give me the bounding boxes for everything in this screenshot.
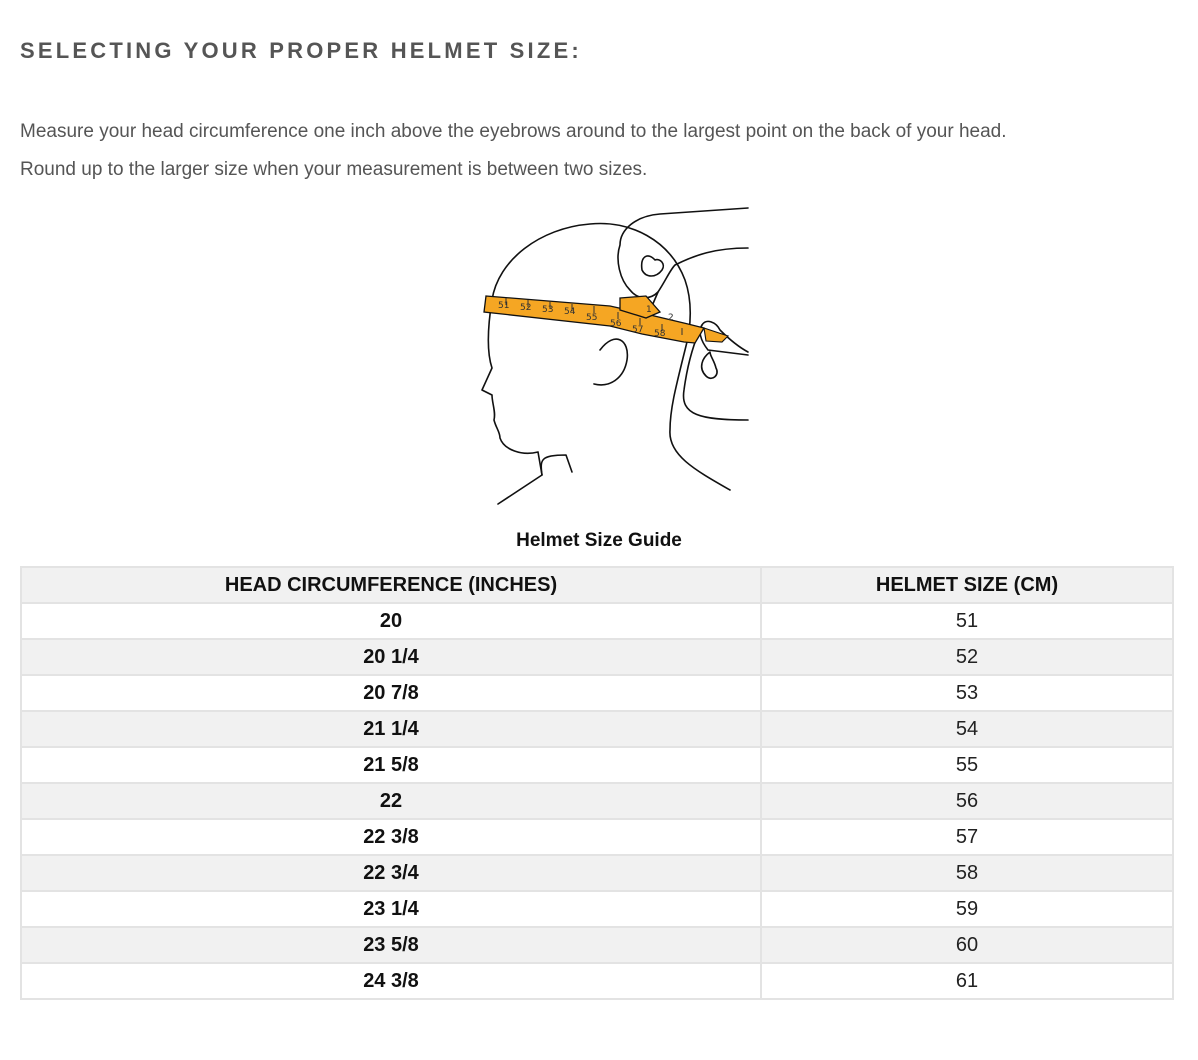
face-outline [482,300,542,504]
inches-cell: 22 [21,783,761,819]
tape-mark: 57 [632,325,644,335]
inches-cell: 20 [21,603,761,639]
inches-cell: 20 1/4 [21,639,761,675]
tape-mark: 54 [564,307,576,317]
cm-cell: 61 [761,963,1173,999]
table-row [21,747,1173,783]
table-row [21,639,1173,675]
cm-cell: 57 [761,819,1173,855]
column-header-cm: HELMET SIZE (CM) [761,567,1173,603]
table-header-row [21,567,1173,603]
cm-cell: 52 [761,639,1173,675]
tape-mark: 58 [654,329,666,339]
tape-mark: 52 [520,303,532,313]
cm-cell: 59 [761,891,1173,927]
table-row [21,783,1173,819]
table-row [21,711,1173,747]
tape-mark: 1 [646,305,652,315]
instruction-line: Round up to the larger size when your measurement is between two sizes. [20,159,648,180]
tape-mark: 55 [586,313,598,323]
column-header-inches: HEAD CIRCUMFERENCE (INCHES) [21,567,761,603]
chin-line [541,455,572,475]
table-row [21,855,1173,891]
inches-cell: 24 3/8 [21,963,761,999]
tape-mark: 51 [498,301,510,311]
cm-cell: 58 [761,855,1173,891]
instruction-line: Measure your head circumference one inch above the eyebrows around to the largest point on the back of your head. [20,121,1007,142]
table-row [21,819,1173,855]
tape-mark: 53 [542,305,554,315]
table-row [21,963,1173,999]
cm-cell: 54 [761,711,1173,747]
head-measurement-drawing [470,200,755,510]
table-caption: Helmet Size Guide [516,530,682,551]
inches-cell: 21 5/8 [21,747,761,783]
table-row [21,603,1173,639]
cm-cell: 51 [761,603,1173,639]
helmet-size-table [20,566,1174,1000]
inches-cell: 23 5/8 [21,927,761,963]
measuring-tape [484,296,728,343]
inches-cell: 22 3/4 [21,855,761,891]
table-row [21,891,1173,927]
head-measurement-illustration [470,200,755,515]
table-row [21,927,1173,963]
cm-cell: 56 [761,783,1173,819]
head-outline [492,223,730,490]
tape-mark: 2 [668,313,674,323]
cm-cell: 60 [761,927,1173,963]
inches-cell: 22 3/8 [21,819,761,855]
inches-cell: 23 1/4 [21,891,761,927]
upper-hand [618,208,748,298]
tape-mark: 56 [610,319,622,329]
page-title: SELECTING YOUR PROPER HELMET SIZE: [20,38,582,63]
inches-cell: 21 1/4 [21,711,761,747]
instructions [20,113,1007,189]
inches-cell: 20 7/8 [21,675,761,711]
ear [594,339,627,385]
cm-cell: 53 [761,675,1173,711]
table-row [21,675,1173,711]
cm-cell: 55 [761,747,1173,783]
